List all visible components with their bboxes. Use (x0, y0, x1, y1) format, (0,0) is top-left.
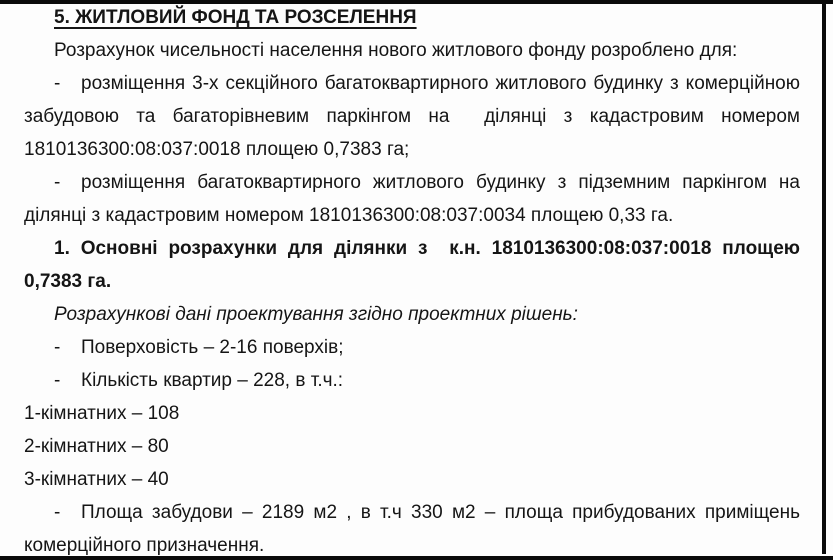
list-dash: - (54, 337, 61, 358)
text-line-content: Поверховість – 2-16 поверхів; (81, 337, 344, 358)
list-dash: - (54, 370, 61, 391)
text-line-content: Площа забудови – 2189 м2 , в т.ч 330 м2 – площа прибудованих приміщень (81, 502, 800, 523)
text-line (24, 67, 800, 100)
text-line (24, 496, 800, 529)
text-line-content: розміщення багатоквартирного житлового будинку з підземним паркінгом на (81, 172, 800, 193)
text-line: забудовою та багаторівневим паркінгом на ділянці з кадастровим номером (24, 106, 800, 127)
intro-paragraph: Розрахунок чисельності населення нового житлового фонду розроблено для: (54, 40, 738, 61)
list-dash: - (54, 502, 61, 523)
line-2room-count: 2-кімнатних – 80 (24, 436, 169, 457)
text-line: 1810136300:08:037:0018 площею 0,7383 га; (24, 139, 410, 160)
document-content (24, 1, 800, 560)
bullet-item-plot-0034 (24, 166, 800, 232)
bullet-item-plot-0018 (24, 67, 800, 166)
page-frame-right-line (822, 0, 826, 554)
text-line: 1. Основні розрахунки для ділянки з к.н. 1810136300:08:037:0018 площею (54, 238, 800, 259)
text-line-content: розміщення 3-х секційного багатоквартирного житлового будинку з комерційною (81, 73, 800, 94)
text-line-content: Кількість квартир – 228, в т.ч.: (81, 370, 344, 391)
subsection-heading-calculations (24, 232, 800, 298)
text-line: ділянці з кадастровим номером 1810136300:08:037:0034 площею 0,33 га. (24, 205, 674, 226)
bullet-item-apartments (24, 364, 800, 397)
section-heading (24, 1, 800, 34)
line-3room-count: 3-кімнатних – 40 (24, 469, 169, 490)
list-dash: - (54, 172, 61, 193)
bullet-item-floors (24, 331, 800, 364)
text-line: 0,7383 га. (24, 271, 112, 292)
text-line: комерційного призначення. (24, 535, 265, 556)
line-1room-count: 1-кімнатних – 108 (24, 403, 180, 424)
list-dash: - (54, 73, 61, 94)
section-heading-text: 5. ЖИТЛОВИЙ ФОНД ТА РОЗСЕЛЕННЯ (54, 7, 417, 28)
design-data-subtitle: Розрахункові дані проектування згідно проектних рішень: (54, 304, 578, 325)
bullet-item-building-area (24, 496, 800, 560)
text-line (24, 166, 800, 199)
